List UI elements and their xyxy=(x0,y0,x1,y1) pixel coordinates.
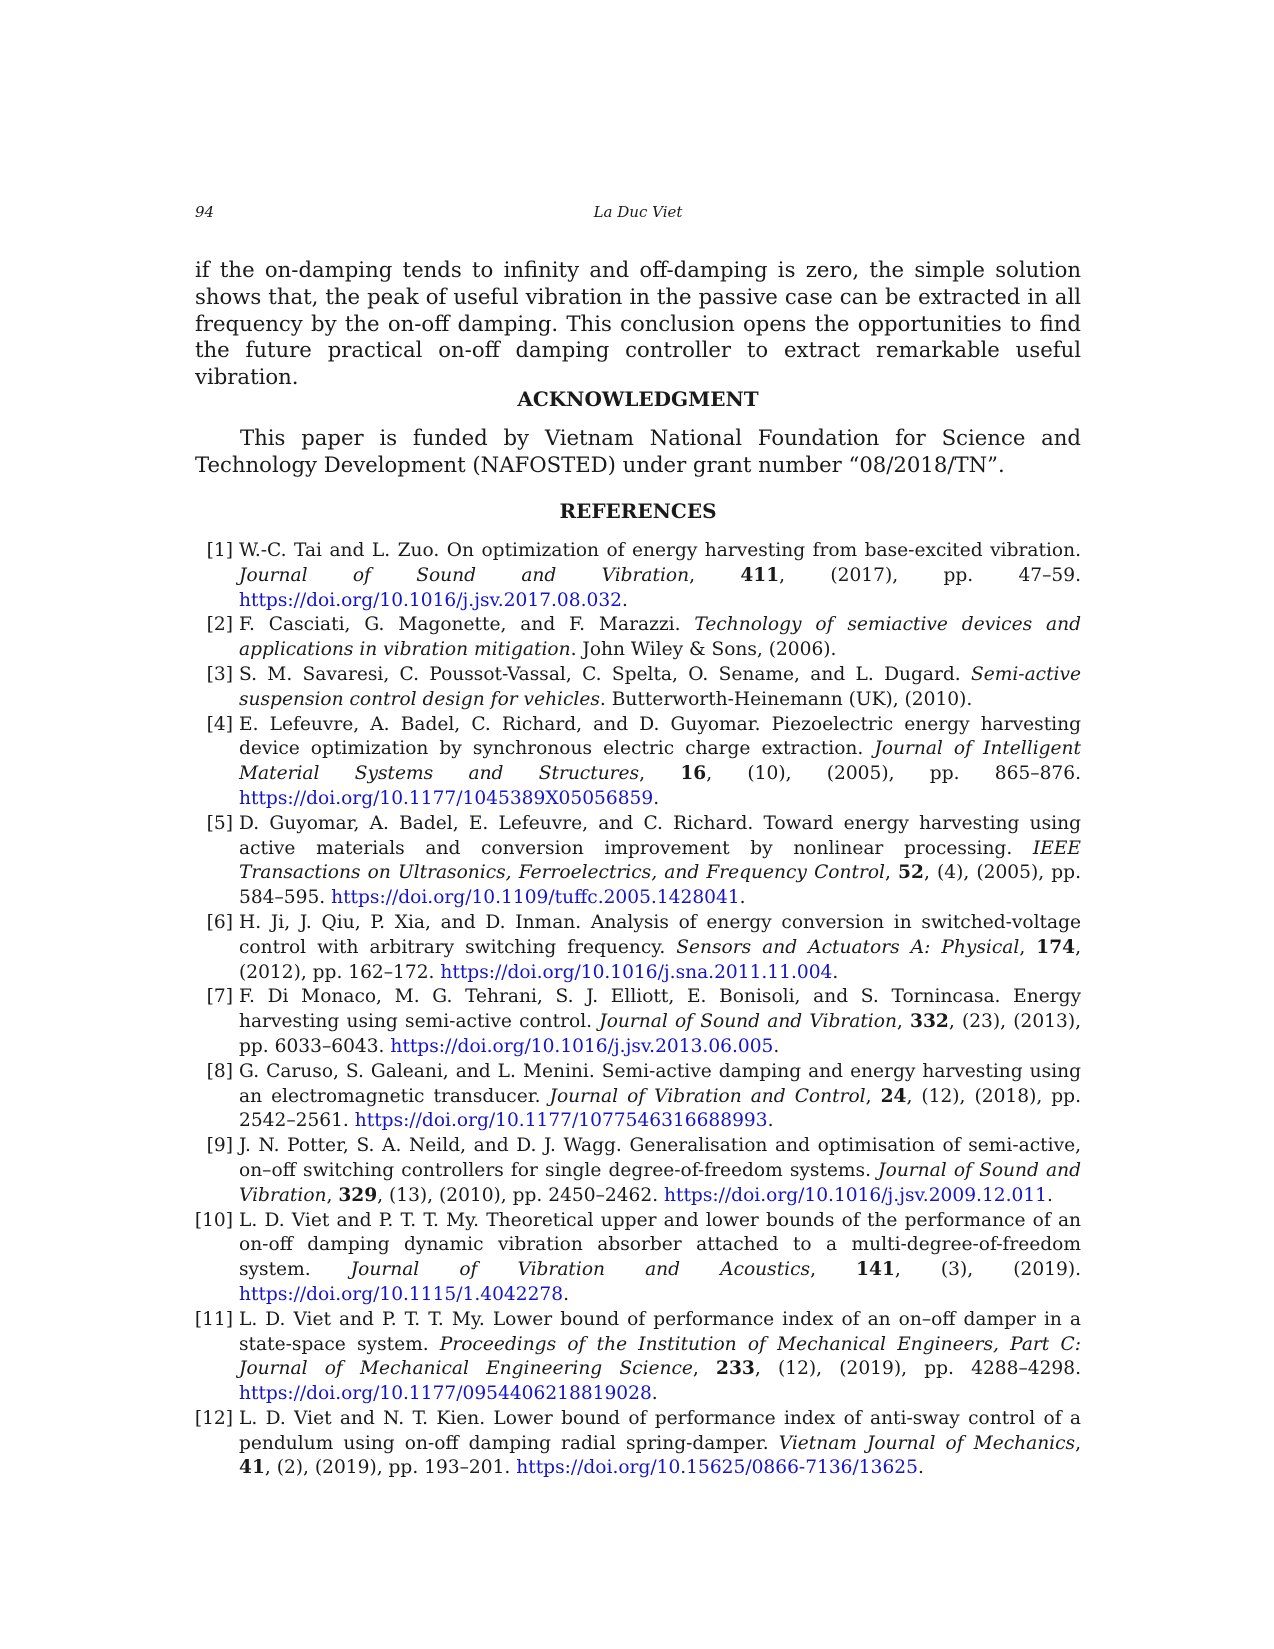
publication-title: Sensors and Actuators A: Physical xyxy=(676,936,1020,958)
reference-segment: . xyxy=(651,1383,658,1405)
reference-segment: L. D. Viet and P. T. T. My. Theoretical upper and lower bounds of the performance of an on-off damping dynamic vibration absorber attached to a multi-degree-of-freedom system. xyxy=(239,1209,1081,1281)
reference-segment: L. D. Viet and P. T. T. My. Lower bound of performance index of an on–off damper in a state-space system. xyxy=(239,1308,1081,1355)
reference-list xyxy=(195,539,1081,1481)
reference-segment: . Butterworth-Heinemann (UK), (2010). xyxy=(599,688,973,710)
reference-segment: , (2017), pp. 47–59. xyxy=(779,564,1082,586)
reference-label: [9] xyxy=(206,1135,233,1157)
reference-segment: F. Di Monaco, M. G. Tehrani, S. J. Elliott, E. Bonisoli, and S. Tornincasa. Energy harvesting using semi-active control. xyxy=(239,986,1081,1033)
doi-link[interactable]: https://doi.org/10.1109/tuffc.2005.1428041 xyxy=(331,887,740,909)
reference-text xyxy=(239,613,1081,663)
publication-title: Technology of semiactive devices and applications in vibration mitigation xyxy=(239,614,1081,661)
reference-text xyxy=(239,1134,1081,1208)
reference-item xyxy=(195,1407,1081,1481)
running-head: La Duc Viet xyxy=(593,203,683,221)
reference-segment: . xyxy=(653,787,660,809)
reference-segment: . xyxy=(832,961,839,983)
reference-label: [7] xyxy=(206,986,233,1008)
reference-text xyxy=(239,812,1081,911)
reference-segment: W.-C. Tai and L. Zuo. On optimization of energy harvesting from base-excited vibration. xyxy=(239,540,1081,561)
reference-label: [5] xyxy=(206,812,233,834)
doi-link[interactable]: https://doi.org/10.1016/j.jsv.2009.12.011 xyxy=(664,1184,1048,1206)
publication-title: IEEE Transactions on Ultrasonics, Ferroelectrics, and Frequency Control xyxy=(239,837,1081,884)
doi-link[interactable]: https://doi.org/10.1016/j.sna.2011.11.004 xyxy=(440,961,833,983)
volume-number: 41 xyxy=(239,1457,265,1479)
reference-segment: E. Lefeuvre, A. Badel, C. Richard, and D. Guyomar. Piezoelectric energy harvesting device optimization by synchronous electric charge extraction. xyxy=(239,713,1081,760)
reference-item xyxy=(195,985,1081,1059)
reference-segment: F. Casciati, G. Magonette, and F. Marazzi. xyxy=(239,614,695,636)
reference-item xyxy=(195,663,1081,713)
reference-label: [2] xyxy=(206,614,233,636)
reference-text xyxy=(239,1308,1081,1407)
reference-segment: , (3), (2019). xyxy=(894,1259,1082,1281)
reference-label: [4] xyxy=(206,713,233,735)
conclusion-paragraph: if the on-damping tends to infinity and off-damping is zero, the simple solution shows that, the peak of useful vibration in the passive case can be extracted in all frequency by the on-off damping. This conclusion opens the opportunities to find the future practical on-off damping controller to extract remarkable useful vibration. xyxy=(195,257,1081,390)
reference-segment: , (13), (2010), pp. 2450–2462. xyxy=(377,1184,665,1206)
acknowledgment-heading: ACKNOWLEDGMENT xyxy=(517,387,759,411)
reference-segment: , (2012), pp. 162–172. xyxy=(239,936,1081,983)
doi-link[interactable]: https://doi.org/10.15625/0866-7136/13625 xyxy=(516,1457,918,1479)
reference-item xyxy=(195,1134,1081,1208)
volume-number: 233 xyxy=(716,1358,755,1380)
publication-title: Journal of Sound and Vibration xyxy=(239,1159,1081,1206)
reference-segment: . xyxy=(917,1457,924,1479)
reference-segment: , xyxy=(326,1184,339,1206)
reference-segment: . xyxy=(622,589,628,611)
reference-segment: , xyxy=(1075,1432,1081,1454)
reference-segment: J. N. Potter, S. A. Neild, and D. J. Wagg. Generalisation and optimisation of semi-active, on–off switching controllers for single degree-of-freedom systems. xyxy=(239,1135,1081,1181)
publication-title: Journal of Sound and Vibration xyxy=(599,1011,897,1033)
volume-number: 24 xyxy=(880,1085,907,1107)
reference-item xyxy=(195,613,1081,663)
reference-label: [3] xyxy=(206,663,233,685)
reference-segment: , (12), (2019), pp. 4288–4298. xyxy=(754,1358,1081,1380)
reference-segment: . xyxy=(773,1035,780,1057)
reference-segment: . John Wiley & Sons, (2006). xyxy=(570,639,837,661)
reference-segment: , (2), (2019), pp. 193–201. xyxy=(264,1457,517,1479)
acknowledgment-paragraph: This paper is funded by Vietnam National Foundation for Science and Technology Development (NAFOSTED) under grant number “08/2018/TN”. xyxy=(195,425,1081,477)
doi-link[interactable]: https://doi.org/10.1016/j.jsv.2017.08.032 xyxy=(239,589,622,611)
reference-text xyxy=(239,911,1081,985)
reference-segment: D. Guyomar, A. Badel, E. Lefeuvre, and C. Richard. Toward energy harvesting using active materials and conversion improvement by nonlinear processing. xyxy=(239,812,1081,859)
reference-label: [11] xyxy=(194,1308,233,1330)
reference-segment: , xyxy=(1019,936,1037,958)
reference-segment: S. M. Savaresi, C. Poussot-Vassal, C. Spelta, O. Sename, and L. Dugard. xyxy=(239,663,971,685)
reference-segment: , xyxy=(692,1358,717,1380)
page-header xyxy=(195,200,1081,224)
reference-item xyxy=(195,1308,1081,1407)
reference-label: [6] xyxy=(206,911,233,933)
doi-link[interactable]: https://doi.org/10.1115/1.4042278 xyxy=(239,1283,564,1305)
publication-title: Journal of Vibration and Control xyxy=(549,1085,866,1107)
publication-title: Proceedings of the Institution of Mechanical Engineers, Part C: Journal of Mechanical Engineering Science xyxy=(239,1333,1081,1380)
reference-item xyxy=(195,539,1081,613)
reference-text xyxy=(239,1209,1081,1308)
publication-title: Journal of Sound and Vibration xyxy=(239,564,690,586)
reference-segment: , xyxy=(810,1259,857,1281)
doi-link[interactable]: https://doi.org/10.1177/1045389X05056859 xyxy=(239,787,654,809)
volume-number: 141 xyxy=(856,1259,895,1281)
doi-link[interactable]: https://doi.org/10.1177/1077546316688993 xyxy=(354,1110,768,1132)
reference-segment: , (12), (2018), pp. 2542–2561. xyxy=(239,1085,1081,1132)
doi-link[interactable]: https://doi.org/10.1016/j.jsv.2013.06.005 xyxy=(390,1035,774,1057)
volume-number: 16 xyxy=(680,763,707,785)
reference-text xyxy=(239,985,1081,1059)
reference-segment: , (23), (2013), pp. 6033–6043. xyxy=(239,1011,1081,1057)
publication-title: Journal of Intelligent Material Systems and Structures xyxy=(239,738,1081,785)
reference-text xyxy=(239,1060,1081,1134)
reference-segment: . xyxy=(563,1283,569,1305)
reference-text xyxy=(239,539,1081,613)
reference-label: [10] xyxy=(194,1209,233,1231)
reference-segment: , (10), (2005), pp. 865–876. xyxy=(706,763,1081,785)
reference-item xyxy=(195,812,1081,911)
reference-segment: , (4), (2005), pp. 584–595. xyxy=(239,862,1081,909)
reference-label: [8] xyxy=(206,1060,233,1082)
reference-segment: . xyxy=(739,887,746,909)
reference-segment: . xyxy=(1047,1184,1053,1206)
publication-title: Journal of Vibration and Acoustics xyxy=(350,1259,811,1281)
volume-number: 332 xyxy=(910,1011,949,1033)
reference-label: [1] xyxy=(206,540,233,561)
publication-title: Vietnam Journal of Mechanics xyxy=(778,1432,1076,1454)
reference-label: [12] xyxy=(194,1407,233,1429)
reference-text xyxy=(239,1407,1081,1481)
reference-item xyxy=(195,1060,1081,1134)
volume-number: 411 xyxy=(740,564,780,586)
reference-segment: G. Caruso, S. Galeani, and L. Menini. Semi-active damping and energy harvesting using an electromagnetic transducer. xyxy=(239,1060,1081,1107)
doi-link[interactable]: https://doi.org/10.1177/0954406218819028 xyxy=(239,1383,652,1405)
reference-segment: , xyxy=(884,862,899,884)
publication-title: Semi-active suspension control design for vehicles xyxy=(239,663,1081,710)
page-number: 94 xyxy=(195,203,215,221)
volume-number: 52 xyxy=(898,862,924,884)
reference-item xyxy=(195,1209,1081,1308)
reference-segment: H. Ji, J. Qiu, P. Xia, and D. Inman. Analysis of energy conversion in switched-voltage control with arbitrary switching frequency. xyxy=(239,911,1081,958)
reference-segment: , xyxy=(639,763,681,785)
reference-segment: , xyxy=(689,564,741,586)
reference-item xyxy=(195,911,1081,985)
reference-item xyxy=(195,713,1081,812)
reference-segment: L. D. Viet and N. T. Kien. Lower bound of performance index of anti-sway control of a pendulum using on-off damping radial spring-damper. xyxy=(239,1407,1081,1454)
reference-segment: , xyxy=(896,1011,911,1033)
volume-number: 329 xyxy=(338,1184,378,1206)
reference-segment: . xyxy=(767,1110,774,1132)
references-heading: REFERENCES xyxy=(559,499,717,523)
reference-text xyxy=(239,663,1081,713)
reference-segment: , xyxy=(865,1085,881,1107)
reference-text xyxy=(239,713,1081,812)
volume-number: 174 xyxy=(1036,936,1076,958)
